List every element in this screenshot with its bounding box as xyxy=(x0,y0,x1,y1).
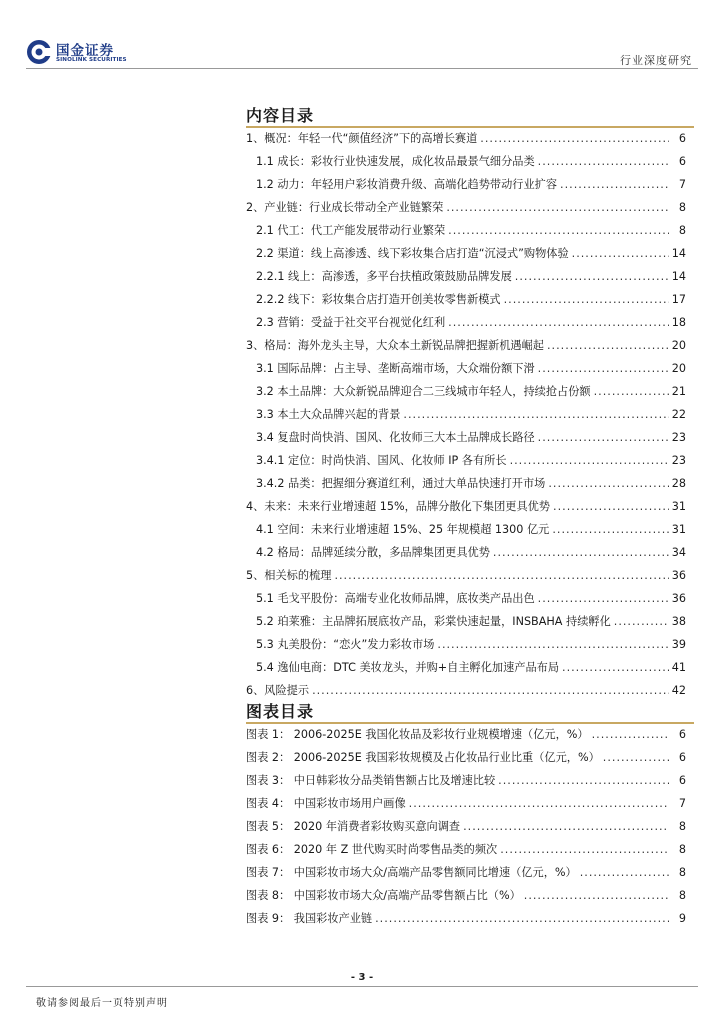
figures-entry[interactable] xyxy=(246,841,686,864)
figures-entry-page: 9 xyxy=(678,912,686,925)
toc-entry-label: 4.1 空间：未来行业增速超 15%、25 年规模超 1300 亿元 xyxy=(256,523,550,536)
toc-entry-page: 28 xyxy=(671,477,686,490)
toc-entry-label: 2.2.2 线下：彩妆集合店打造开创美妆零售新模式 xyxy=(256,293,501,306)
toc-entry-page: 22 xyxy=(671,408,686,421)
toc-title-rule xyxy=(246,126,694,128)
figures-title: 图表目录 xyxy=(246,702,315,721)
toc-entry-page: 41 xyxy=(671,661,686,674)
figures-entry[interactable] xyxy=(246,726,686,749)
toc-entry[interactable] xyxy=(246,268,686,291)
dot-leader xyxy=(538,155,669,168)
toc-entry-page: 39 xyxy=(671,638,686,651)
dot-leader xyxy=(538,592,669,605)
figures-entry[interactable] xyxy=(246,818,686,841)
toc-entry-page: 8 xyxy=(678,201,686,214)
sinolink-logo-icon xyxy=(26,39,52,65)
toc-entry-label: 1、概况：年轻一代“颜值经济”下的高增长赛道 xyxy=(246,132,478,145)
toc-entry-label: 5.3 丸美股份：“恋火”发力彩妆市场 xyxy=(256,638,435,651)
toc-entry-label: 3.3 本土大众品牌兴起的背景 xyxy=(256,408,401,421)
toc-entry[interactable] xyxy=(246,636,686,659)
toc-entry[interactable] xyxy=(246,314,686,337)
toc-entry-page: 36 xyxy=(671,592,686,605)
figures-entry-label: 图表 1： 2006-2025E 我国化妆品及彩妆行业规模增速（亿元，%） xyxy=(246,728,589,741)
toc-entry-label: 1.1 成长：彩妆行业快速发展，成化妆品最景气细分品类 xyxy=(256,155,535,168)
toc-entry-label: 2.3 营销：受益于社交平台视觉化红利 xyxy=(256,316,446,329)
toc-entry-page: 42 xyxy=(671,684,686,697)
dot-leader xyxy=(463,820,669,833)
dot-leader xyxy=(498,774,669,787)
toc-entry[interactable] xyxy=(246,176,686,199)
toc-entry-label: 2.2.1 线上：高渗透，多平台扶植政策鼓励品牌发展 xyxy=(256,270,512,283)
toc-entry-page: 23 xyxy=(671,454,686,467)
toc-entry-page: 23 xyxy=(671,431,686,444)
toc-entry[interactable] xyxy=(246,452,686,475)
dot-leader xyxy=(480,132,669,145)
dot-leader xyxy=(448,224,669,237)
dot-leader xyxy=(552,523,668,536)
dot-leader xyxy=(538,431,669,444)
figures-entry-label: 图表 3： 中日韩彩妆分品类销售额占比及增速比较 xyxy=(246,774,496,787)
figures-entry-label: 图表 9： 我国彩妆产业链 xyxy=(246,912,373,925)
figures-entry[interactable] xyxy=(246,795,686,818)
figures-list xyxy=(246,726,686,933)
dot-leader xyxy=(524,889,669,902)
toc-entry-page: 6 xyxy=(678,155,686,168)
dot-leader xyxy=(409,797,669,810)
figures-entry-label: 图表 2： 2006-2025E 我国彩妆规模及占化妆品行业比重（亿元，%） xyxy=(246,751,600,764)
toc-entry-page: 8 xyxy=(678,224,686,237)
dot-leader xyxy=(312,684,669,697)
header-divider xyxy=(26,68,698,69)
toc-entry-page: 18 xyxy=(671,316,686,329)
toc-entry-label: 2.1 代工：代工产能发展带动行业繁荣 xyxy=(256,224,446,237)
dot-leader xyxy=(572,247,669,260)
toc-entry-page: 31 xyxy=(671,523,686,536)
disclaimer-note: 敬请参阅最后一页特别声明 xyxy=(36,998,168,1009)
figures-entry[interactable] xyxy=(246,864,686,887)
toc-entry-page: 34 xyxy=(671,546,686,559)
toc-entry-label: 3.1 国际品牌：占主导、垄断高端市场，大众端份额下滑 xyxy=(256,362,535,375)
figures-entry-page: 8 xyxy=(678,866,686,879)
dot-leader xyxy=(504,293,669,306)
dot-leader xyxy=(515,270,669,283)
figures-entry-label: 图表 8： 中国彩妆市场大众/高端产品零售额占比（%） xyxy=(246,889,521,902)
toc-entry[interactable] xyxy=(246,521,686,544)
dot-leader xyxy=(375,912,669,925)
toc-entry-page: 7 xyxy=(678,178,686,191)
dot-leader xyxy=(592,728,669,741)
toc-entry-page: 17 xyxy=(671,293,686,306)
figures-entry-page: 6 xyxy=(678,751,686,764)
page-number: - 3 - xyxy=(350,972,374,983)
toc-entry[interactable] xyxy=(246,291,686,314)
toc-entry-label: 5.2 珀莱雅：主品牌拓展底妆产品，彩棠快速起量，INSBAHA 持续孵化 xyxy=(256,615,611,628)
figures-entry-page: 8 xyxy=(678,820,686,833)
toc-entry-label: 4、未来：未来行业增速超 15%，品牌分散化下集团更具优势 xyxy=(246,500,551,513)
toc-entry[interactable] xyxy=(246,475,686,498)
dot-leader xyxy=(560,178,669,191)
dot-leader xyxy=(510,454,669,467)
toc-entry[interactable] xyxy=(246,567,686,590)
figures-entry-page: 6 xyxy=(678,728,686,741)
dot-leader xyxy=(580,866,669,879)
figures-entry-label: 图表 6： 2020 年 Z 世代购买时尚零售品类的频次 xyxy=(246,843,498,856)
dot-leader xyxy=(403,408,668,421)
toc-entry-page: 14 xyxy=(671,270,686,283)
figures-title-rule xyxy=(246,722,694,724)
toc-entry-page: 14 xyxy=(671,247,686,260)
dot-leader xyxy=(493,546,669,559)
toc-entry-label: 4.2 格局：品牌延续分散，多品牌集团更具优势 xyxy=(256,546,490,559)
toc-title: 内容目录 xyxy=(246,106,315,125)
toc-entry-page: 21 xyxy=(671,385,686,398)
dot-leader xyxy=(594,385,669,398)
report-type-label: 行业深度研究 xyxy=(620,54,692,67)
figures-entry[interactable] xyxy=(246,910,686,933)
toc-entry-label: 3.4 复盘时尚快消、国风、化妆师三大本土品牌成长路径 xyxy=(256,431,535,444)
figures-entry-page: 7 xyxy=(678,797,686,810)
figures-entry-page: 8 xyxy=(678,889,686,902)
dot-leader xyxy=(547,339,669,352)
toc-entry[interactable] xyxy=(246,383,686,406)
page-header xyxy=(0,0,724,70)
toc-entry-label: 6、风险提示 xyxy=(246,684,310,697)
dot-leader xyxy=(448,316,669,329)
figures-entry-label: 图表 4： 中国彩妆市场用户画像 xyxy=(246,797,406,810)
toc-entry[interactable] xyxy=(246,429,686,452)
dot-leader xyxy=(562,661,669,674)
dot-leader xyxy=(437,638,668,651)
dot-leader xyxy=(446,201,669,214)
dot-leader xyxy=(614,615,669,628)
toc-entry[interactable] xyxy=(246,337,686,360)
toc-entry-label: 5.4 逸仙电商：DTC 美妆龙头，并购+自主孵化加速产品布局 xyxy=(256,661,560,674)
toc-entry-page: 20 xyxy=(671,362,686,375)
toc-list xyxy=(246,130,686,705)
toc-entry-label: 1.2 动力：年轻用户彩妆消费升级、高端化趋势带动行业扩容 xyxy=(256,178,558,191)
toc-entry-label: 3.4.2 品类：把握细分赛道红利，通过大单品快速打开市场 xyxy=(256,477,546,490)
toc-entry-label: 3.4.1 定位：时尚快消、国风、化妆师 IP 各有所长 xyxy=(256,454,507,467)
toc-entry[interactable] xyxy=(246,153,686,176)
toc-entry[interactable] xyxy=(246,590,686,613)
dot-leader xyxy=(603,751,669,764)
toc-entry[interactable] xyxy=(246,659,686,682)
toc-entry-label: 3.2 本土品牌：大众新锐品牌迎合二三线城市年轻人，持续抢占份额 xyxy=(256,385,591,398)
figures-entry-label: 图表 5： 2020 年消费者彩妆购买意向调查 xyxy=(246,820,461,833)
toc-entry-page: 31 xyxy=(671,500,686,513)
dot-leader xyxy=(500,843,669,856)
toc-entry-label: 2、产业链：行业成长带动全产业链繁荣 xyxy=(246,201,444,214)
figures-entry[interactable] xyxy=(246,887,686,910)
toc-entry-label: 5.1 毛戈平股份：高端专业化妆师品牌，底妆类产品出色 xyxy=(256,592,535,605)
toc-entry[interactable] xyxy=(246,544,686,567)
toc-entry-label: 5、相关标的梳理 xyxy=(246,569,332,582)
figures-entry-label: 图表 7： 中国彩妆市场大众/高端产品零售额同比增速（亿元，%） xyxy=(246,866,577,879)
toc-entry-label: 2.2 渠道：线上高渗透、线下彩妆集合店打造“沉浸式”购物体验 xyxy=(256,247,569,260)
figures-entry-page: 6 xyxy=(678,774,686,787)
dot-leader xyxy=(538,362,669,375)
toc-entry[interactable] xyxy=(246,130,686,153)
figures-entry[interactable] xyxy=(246,749,686,772)
toc-entry[interactable] xyxy=(246,360,686,383)
figures-entry-page: 8 xyxy=(678,843,686,856)
footer-divider xyxy=(26,986,698,987)
toc-entry[interactable] xyxy=(246,613,686,636)
company-logo xyxy=(26,38,138,70)
toc-entry-page: 6 xyxy=(678,132,686,145)
toc-entry[interactable] xyxy=(246,245,686,268)
toc-entry-page: 20 xyxy=(671,339,686,352)
toc-entry-label: 3、格局：海外龙头主导，大众本土新锐品牌把握新机遇崛起 xyxy=(246,339,544,352)
toc-entry-page: 36 xyxy=(671,569,686,582)
logo-text-en: SINOLINK SECURITIES xyxy=(56,57,127,63)
figures-entry[interactable] xyxy=(246,772,686,795)
dot-leader xyxy=(548,477,668,490)
toc-entry[interactable] xyxy=(246,498,686,521)
logo-text-cn: 国金证券 xyxy=(56,43,114,59)
toc-entry[interactable] xyxy=(246,199,686,222)
dot-leader xyxy=(334,569,668,582)
toc-entry[interactable] xyxy=(246,406,686,429)
dot-leader xyxy=(553,500,669,513)
toc-entry-page: 38 xyxy=(671,615,686,628)
toc-entry[interactable] xyxy=(246,222,686,245)
